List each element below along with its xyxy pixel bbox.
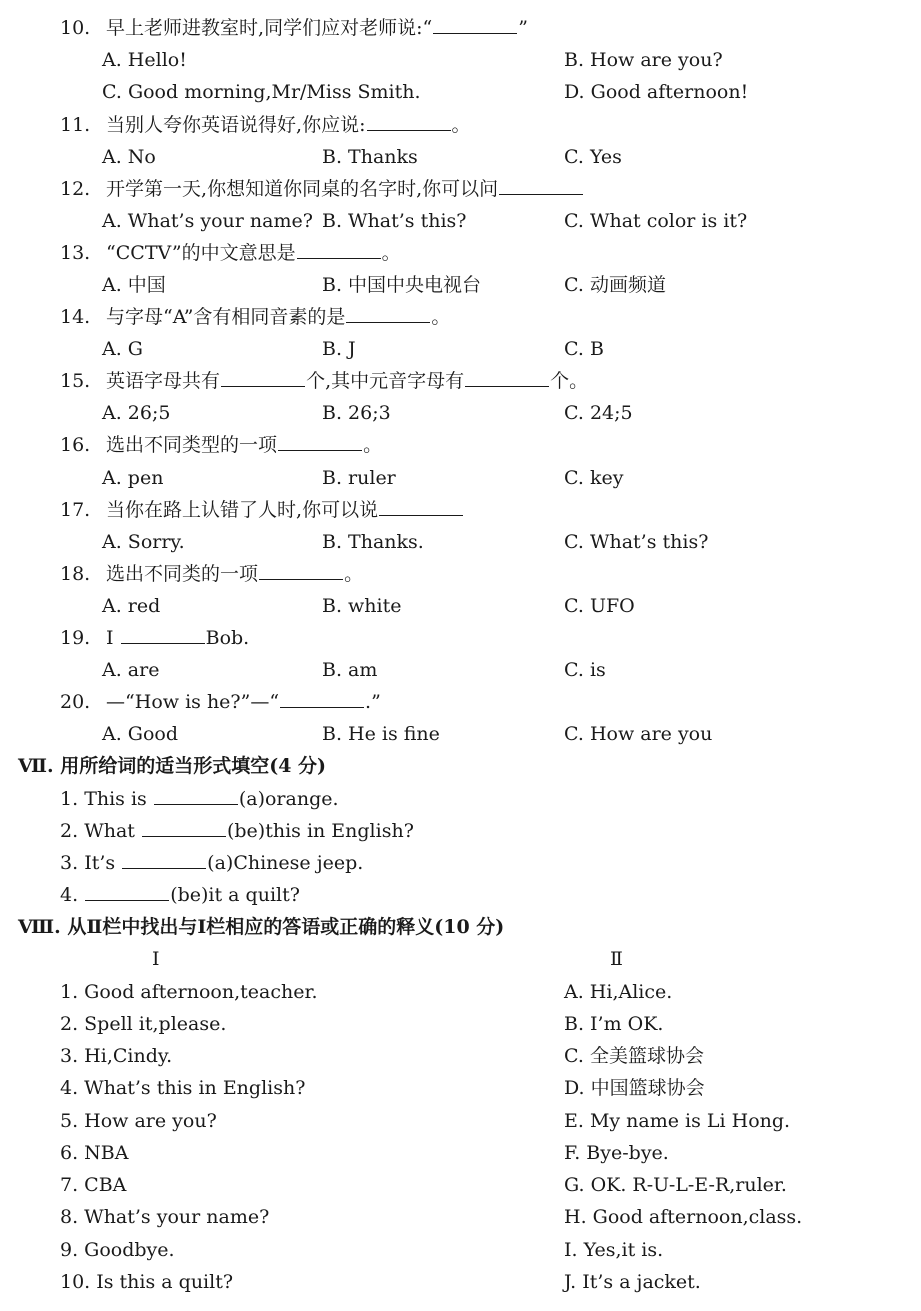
section-7-title: Ⅶ. 用所给词的适当形式填空(4 分) <box>18 755 327 777</box>
match-right-item: G. OK. R-U-L-E-R,ruler. <box>564 1174 787 1196</box>
option-a: A. red <box>102 595 161 617</box>
match-right-item: I. Yes,it is. <box>564 1239 664 1261</box>
option-a: A. No <box>102 146 156 168</box>
match-right-item: F. Bye-bye. <box>564 1142 669 1164</box>
item-stem: What <box>84 820 135 842</box>
option-c: C. B <box>564 338 604 360</box>
question-number: 11. <box>60 114 91 136</box>
question-stem: 早上老师进教室时,同学们应对老师说:“ <box>106 17 433 39</box>
question-stem: 当别人夸你英语说得好,你应说: <box>106 114 366 136</box>
options-10-row2 <box>102 76 921 108</box>
options-14 <box>102 333 921 365</box>
options-11 <box>102 141 921 173</box>
question-number: 19. <box>60 627 91 649</box>
question-number: 14. <box>60 306 91 328</box>
section-8-title: Ⅷ. 从Ⅱ栏中找出与Ⅰ栏相应的答语或正确的释义(10 分) <box>18 916 505 938</box>
match-right-item: D. 中国篮球协会 <box>564 1077 705 1099</box>
question-stem: 选出不同类的一项 <box>106 563 259 585</box>
option-c: C. 动画频道 <box>564 274 666 296</box>
question-stem: —“How is he?”—“ <box>106 691 280 713</box>
question-stem: 选出不同类型的一项 <box>106 434 278 456</box>
item-stem-end: (be)it a quilt? <box>170 884 300 906</box>
option-b: B. am <box>322 659 378 681</box>
question-stem: 英语字母共有 <box>106 370 221 392</box>
option-c: C. What color is it? <box>564 210 748 232</box>
item-number: 1. <box>60 788 79 810</box>
question-stem-end: 。 <box>363 434 383 456</box>
match-left-item: 7. CBA <box>60 1174 127 1196</box>
question-stem: I <box>106 627 114 649</box>
option-c: C. is <box>564 659 606 681</box>
answer-blank[interactable] <box>154 784 238 805</box>
question-stem-end: 个。 <box>550 370 589 392</box>
answer-blank[interactable] <box>379 495 463 516</box>
option-c: C. What’s this? <box>564 531 709 553</box>
question-stem-mid: 个,其中元音字母有 <box>306 370 465 392</box>
option-b: B. Thanks. <box>322 531 424 553</box>
column-2-heading: Ⅱ <box>610 948 623 970</box>
item-number: 4. <box>60 884 79 906</box>
fill-item-2 <box>60 815 414 847</box>
options-17 <box>102 526 921 558</box>
question-number: 16. <box>60 434 91 456</box>
question-16 <box>60 429 382 461</box>
match-left-item: 9. Goodbye. <box>60 1239 175 1261</box>
option-b: B. He is fine <box>322 723 440 745</box>
match-right-item: E. My name is Li Hong. <box>564 1110 791 1132</box>
option-a: A. 26;5 <box>102 402 171 424</box>
answer-blank[interactable] <box>465 366 549 387</box>
answer-blank[interactable] <box>142 816 226 837</box>
item-number: 2. <box>60 820 79 842</box>
item-stem-end: (a)orange. <box>238 788 339 810</box>
column-1-heading: Ⅰ <box>152 948 160 970</box>
question-stem-end: Bob. <box>205 627 250 649</box>
match-right-item: J. It’s a jacket. <box>564 1271 701 1293</box>
answer-blank[interactable] <box>121 623 205 644</box>
option-b: B. 中国中央电视台 <box>322 274 482 296</box>
answer-blank[interactable] <box>85 880 169 901</box>
option-a: A. G <box>102 338 143 360</box>
item-stem: It’s <box>84 852 116 874</box>
answer-blank[interactable] <box>221 366 305 387</box>
match-left-item: 8. What’s your name? <box>60 1206 270 1228</box>
answer-blank[interactable] <box>278 430 362 451</box>
question-number: 20. <box>60 691 91 713</box>
answer-blank[interactable] <box>346 302 430 323</box>
question-stem: 当你在路上认错了人时,你可以说 <box>106 499 379 521</box>
option-a: A. Sorry. <box>102 531 185 553</box>
answer-blank[interactable] <box>499 174 583 195</box>
match-left-item: 10. Is this a quilt? <box>60 1271 234 1293</box>
question-number: 18. <box>60 563 91 585</box>
question-stem-end: ” <box>518 17 528 39</box>
fill-item-1 <box>60 783 339 815</box>
option-a: A. What’s your name? <box>102 210 313 232</box>
question-12 <box>60 173 584 205</box>
options-20 <box>102 718 921 750</box>
question-20 <box>60 686 381 718</box>
option-c: C. Good morning,Mr/Miss Smith. <box>102 81 421 103</box>
question-17 <box>60 494 464 526</box>
answer-blank[interactable] <box>297 238 381 259</box>
match-left-item: 2. Spell it,please. <box>60 1013 227 1035</box>
question-number: 13. <box>60 242 91 264</box>
question-number: 12. <box>60 178 91 200</box>
question-18 <box>60 558 363 590</box>
question-stem-end: 。 <box>451 114 471 136</box>
item-stem-end: (a)Chinese jeep. <box>207 852 364 874</box>
match-left-item: 3. Hi,Cindy. <box>60 1045 173 1067</box>
match-left-item: 5. How are you? <box>60 1110 217 1132</box>
question-13 <box>60 237 401 269</box>
question-11 <box>60 109 471 141</box>
match-right-item: A. Hi,Alice. <box>564 981 673 1003</box>
option-b: B. white <box>322 595 402 617</box>
fill-item-4 <box>60 879 300 911</box>
option-c: C. Yes <box>564 146 622 168</box>
question-stem-end: .” <box>365 691 381 713</box>
question-14 <box>60 301 450 333</box>
option-a: A. Hello! <box>102 49 187 71</box>
question-10 <box>60 12 528 44</box>
fill-item-3 <box>60 847 363 879</box>
answer-blank[interactable] <box>122 848 206 869</box>
option-a: A. are <box>102 659 160 681</box>
option-c: C. UFO <box>564 595 635 617</box>
match-right-item: H. Good afternoon,class. <box>564 1206 803 1228</box>
option-c: C. 24;5 <box>564 402 633 424</box>
question-stem-end: 。 <box>344 563 364 585</box>
option-a: A. pen <box>102 467 164 489</box>
question-15 <box>60 365 588 397</box>
question-stem-end: 。 <box>381 242 401 264</box>
answer-blank[interactable] <box>433 13 517 34</box>
option-b: B. What’s this? <box>322 210 467 232</box>
answer-blank[interactable] <box>259 559 343 580</box>
option-b: B. Thanks <box>322 146 418 168</box>
item-stem: This is <box>84 788 147 810</box>
item-stem-end: (be)this in English? <box>226 820 414 842</box>
question-number: 17. <box>60 499 91 521</box>
option-b: B. ruler <box>322 467 396 489</box>
question-stem: 开学第一天,你想知道你同桌的名字时,你可以问 <box>106 178 499 200</box>
option-a: A. Good <box>102 723 179 745</box>
match-left-item: 6. NBA <box>60 1142 129 1164</box>
match-left-item: 1. Good afternoon,teacher. <box>60 981 318 1003</box>
options-15 <box>102 397 921 429</box>
option-c: C. How are you <box>564 723 713 745</box>
match-right-item: C. 全美篮球协会 <box>564 1045 704 1067</box>
options-18 <box>102 590 921 622</box>
options-13 <box>102 269 921 301</box>
answer-blank[interactable] <box>367 110 451 131</box>
option-b: B. J <box>322 338 356 360</box>
question-19 <box>60 622 249 654</box>
match-right-item: B. I’m OK. <box>564 1013 664 1035</box>
answer-blank[interactable] <box>280 687 364 708</box>
match-left-item: 4. What’s this in English? <box>60 1077 306 1099</box>
question-stem: 与字母“A”含有相同音素的是 <box>106 306 346 328</box>
option-b: B. How are you? <box>564 49 723 71</box>
question-number: 10. <box>60 17 91 39</box>
options-16 <box>102 462 921 494</box>
question-stem: “CCTV”的中文意思是 <box>106 242 296 264</box>
item-number: 3. <box>60 852 79 874</box>
option-b: B. 26;3 <box>322 402 391 424</box>
option-d: D. Good afternoon! <box>564 81 749 103</box>
option-c: C. key <box>564 467 624 489</box>
option-a: A. 中国 <box>102 274 166 296</box>
options-19 <box>102 654 921 686</box>
question-stem-end: 。 <box>431 306 451 328</box>
options-10-row1 <box>102 44 921 76</box>
question-number: 15. <box>60 370 91 392</box>
options-12 <box>102 205 921 237</box>
